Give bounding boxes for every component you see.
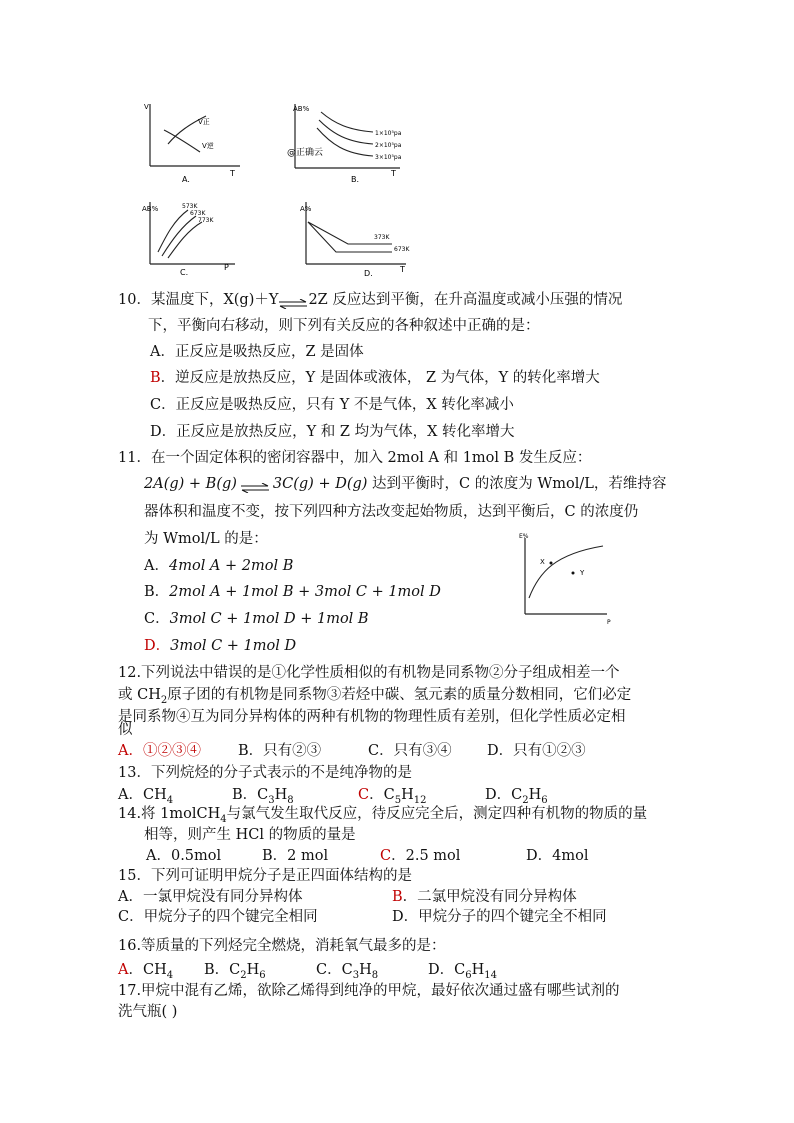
graph-a-caption: A. — [182, 175, 190, 184]
q14-line2: 相等，则产生 HCl 的物质的量是 — [144, 827, 356, 843]
graph-c-t3: 773K — [198, 217, 214, 224]
q11-graph-point-x-label: X — [540, 558, 545, 566]
q11-graph-point-y-label: Y — [580, 569, 585, 577]
q11-option-b — [144, 582, 441, 602]
q14-option-b: B．2 mol — [262, 848, 329, 864]
q11-stem-line4: 为 Wmol/L 的是： — [144, 531, 268, 547]
q11-graph-y-label: E% — [519, 533, 529, 540]
q16-stem: 16.等质量的下列烃完全燃烧，消耗氧气最多的是： — [118, 938, 446, 954]
graph-c-caption: C. — [180, 268, 189, 277]
q16-option-b-sub2: 6 — [259, 969, 266, 981]
q12-option-c: C．只有③④ — [368, 743, 452, 759]
q16-option-c-mid: H — [359, 962, 372, 978]
q16-option-b-sub1: 2 — [240, 969, 247, 981]
q14-line1 — [118, 804, 647, 824]
q11-stem-line2 — [144, 474, 666, 494]
q16-option-a-text: ．CH — [128, 962, 167, 978]
graph-b-watermark: @正确云 — [287, 148, 324, 158]
graph-a-x-label: T — [230, 169, 235, 178]
graph-b-p3: 3×10⁵pa — [375, 154, 402, 161]
q16-option-d — [428, 960, 497, 980]
graph-d-x-label: T — [400, 265, 405, 274]
q13-option-b-sub2: 8 — [287, 794, 294, 806]
q11-graph-point-y — [572, 572, 575, 575]
graph-d-y-label: A% — [300, 205, 312, 213]
graph-c-t2: 673K — [190, 210, 206, 217]
q16-option-a — [118, 960, 173, 980]
graph-c-curve-573 — [158, 210, 188, 252]
graph-b-curve-3 — [317, 128, 373, 156]
q13-option-d-sub2: 6 — [541, 794, 548, 806]
q15-option-c: C．甲烷分子的四个键完全相同 — [118, 909, 318, 925]
q17-line2: 洗气瓶( ) — [118, 1004, 178, 1020]
q12-line3: 是同系物④互为同分异构体的两种有机物的物理性质有差别，但化学性质必定相 — [118, 709, 626, 725]
q13-option-d — [485, 785, 548, 805]
q16-option-b-text: B．C — [204, 962, 241, 978]
q11-option-c-label: C． — [144, 611, 170, 627]
graph-c-curve-673 — [162, 216, 196, 256]
q16-option-c-sub2: 8 — [371, 969, 379, 981]
equilibrium-arrow-icon — [278, 295, 308, 305]
q13-option-b — [232, 785, 294, 805]
q15-stem: 15．下列可证明甲烷分子是正四面体结构的是 — [118, 868, 412, 884]
q10-option-a: A．正反应是吸热反应，Z 是固体 — [150, 344, 364, 360]
graph-b-y-label: AB% — [293, 105, 310, 113]
q16-option-b-mid: H — [246, 962, 260, 978]
q14-option-c — [380, 846, 460, 866]
q15-option-b — [392, 887, 577, 907]
q11-equation-right: 3C(g) + D(g) — [272, 476, 368, 492]
q11-option-c — [144, 609, 369, 629]
q13-option-d-text: D．C — [485, 787, 523, 803]
q13-option-b-text: B．C — [232, 787, 269, 803]
q13-option-d-sub1: 2 — [522, 794, 529, 806]
q16-option-b — [204, 960, 266, 980]
q10-option-d: D．正反应是放热反应，Y 和 Z 均为气体，X 转化率增大 — [150, 424, 515, 440]
q10-stem-line2: 下，平衡向右移动，则下列有关反应的各种叙述中正确的是： — [148, 318, 540, 334]
q10-stem-line1 — [118, 290, 622, 310]
q11-stem-line1: 11．在一个固定体积的密闭容器中，加入 2mol A 和 1mol B 发生反应： — [118, 450, 592, 466]
q11-option-d — [144, 636, 296, 656]
q13-option-c-text: ．C — [369, 787, 395, 803]
graph-d-t1: 373K — [374, 234, 390, 241]
q12-line4: 似 — [118, 722, 133, 738]
q12-line2-part1: 或 CH — [118, 687, 161, 703]
q14-line1-part1: 14.将 1molCH — [118, 806, 221, 822]
q16-option-d-mid: H — [471, 962, 485, 978]
graph-d-caption: D. — [364, 269, 373, 278]
q13-stem: 13．下列烷烃的分子式表示的不是纯净物的是 — [118, 765, 412, 781]
q11-stem-part2: 达到平衡时，C 的浓度为 Wmol/L，若维持容 — [372, 476, 667, 492]
graph-b-curve-2 — [319, 120, 373, 144]
q10-stem-part2: 2Z 反应达到平衡，在升高温度或减小压强的情况 — [308, 292, 623, 308]
q14-option-c-text: ．2.5 mol — [391, 848, 461, 864]
q11-option-d-label: D． — [144, 638, 171, 654]
q11-option-c-text: 3mol C + 1mol D + 1mol B — [169, 611, 369, 627]
q13-option-a — [118, 785, 173, 805]
q10-option-b — [150, 368, 600, 388]
q15-option-d: D．甲烷分子的四个键完全不相同 — [392, 909, 607, 925]
equilibrium-arrow-icon — [240, 479, 270, 489]
q12-line1: 12.下列说法中错误的是①化学性质相似的有机物是同系物②分子组成相差一个 — [118, 665, 620, 681]
graph-b — [285, 98, 410, 188]
q13-option-c-mid: H — [401, 787, 414, 803]
graph-b-caption: B. — [351, 175, 360, 184]
q10-option-b-letter: B — [150, 370, 161, 386]
q11-graph-curve — [529, 546, 603, 598]
q11-equation-left: 2A(g) + B(g) — [144, 476, 237, 492]
q16-option-c-sub1: 3 — [352, 969, 360, 981]
q11-option-a — [144, 556, 293, 576]
graph-d — [296, 196, 421, 280]
q14-line1-part2: 与氯气发生取代反应，待反应完全后，测定四种有机物的物质的量 — [226, 806, 648, 822]
q13-option-b-sub1: 3 — [268, 794, 275, 806]
q17-line1: 17.甲烷中混有乙烯，欲除乙烯得到纯净的甲烷，最好依次通过盛有哪些试剂的 — [118, 983, 620, 999]
q16-option-d-sub1: 6 — [465, 969, 472, 981]
graph-b-p2: 2×10⁵pa — [375, 142, 402, 149]
q13-option-c-sub1: 5 — [394, 794, 402, 806]
graph-a-curve1-label: V正 — [198, 118, 210, 126]
q11-option-b-text: 2mol A + 1mol B + 3mol C + 1mol D — [169, 584, 441, 600]
graph-c-x-label: P — [224, 263, 229, 272]
q15-option-b-letter: B — [392, 889, 403, 905]
q11-stem-line3: 器体积和温度不变，按下列四种方法改变起始物质，达到平衡后，C 的浓度仍 — [144, 504, 639, 520]
q11-option-a-label: A． — [144, 558, 169, 574]
q14-option-c-letter: C — [380, 848, 392, 864]
graph-b-x-label: T — [391, 169, 396, 178]
q13-option-a-sub: 4 — [166, 794, 174, 806]
q12-option-a: A．①②③④ — [118, 743, 201, 759]
graph-c-y-label: AB% — [142, 205, 159, 213]
q13-option-d-mid: H — [528, 787, 542, 803]
q12-line2-sub: 2 — [160, 694, 168, 706]
q14-option-a: A．0.5mol — [146, 848, 222, 864]
q11-option-a-text: 4mol A + 2mol B — [168, 558, 294, 574]
q16-option-a-letter: A — [118, 962, 129, 978]
q13-option-c-sub2: 12 — [413, 794, 427, 806]
graph-a-curve2-label: V逆 — [202, 142, 214, 150]
graph-a — [140, 100, 250, 188]
q11-option-d-text: 3mol C + 1mol D — [170, 638, 297, 654]
q16-option-d-sub2: 14 — [484, 969, 497, 981]
q13-option-b-mid: H — [274, 787, 288, 803]
graph-a-y-label: V — [144, 103, 149, 111]
q12-line2-part2: 原子团的有机物是同系物③若烃中碳、氢元素的质量分数相同，它们必定 — [167, 687, 632, 703]
q12-option-d: D．只有①②③ — [487, 743, 586, 759]
q16-option-a-sub: 4 — [166, 969, 174, 981]
q16-option-c — [316, 960, 378, 980]
graph-c — [140, 198, 245, 278]
q10-option-b-text: ．逆反应是放热反应，Y 是固体或液体， Z 为气体，Y 的转化率增大 — [160, 370, 600, 386]
q13-option-c-letter: C — [358, 787, 370, 803]
q14-option-d: D．4mol — [526, 848, 589, 864]
graph-a-curve-v-reverse — [164, 130, 200, 152]
q13-option-c — [358, 785, 426, 805]
q14-line1-sub: 4 — [220, 813, 227, 825]
q13-option-a-text: A．CH — [118, 787, 167, 803]
q15-option-b-text: ．二氯甲烷没有同分异构体 — [402, 889, 577, 905]
q10-stem-part1: 10．某温度下，X(g)＋Y — [118, 292, 279, 308]
q12-option-b: B．只有②③ — [238, 743, 322, 759]
q11-option-b-label: B． — [144, 584, 170, 600]
graph-c-t1: 573K — [182, 203, 198, 210]
q16-option-c-text: C．C — [316, 962, 353, 978]
q12-line2 — [118, 685, 631, 705]
q11-graph — [515, 532, 615, 626]
q11-graph-x-label: P — [607, 619, 611, 626]
q11-graph-point-x — [550, 562, 553, 565]
q10-option-c: C．正反应是吸热反应，只有 Y 不是气体，X 转化率减小 — [150, 397, 514, 413]
q16-option-d-text: D．C — [428, 962, 466, 978]
graph-d-t2: 673K — [394, 246, 410, 253]
graph-b-p1: 1×10⁵pa — [375, 130, 402, 137]
q15-option-a: A．一氯甲烷没有同分异构体 — [118, 889, 303, 905]
